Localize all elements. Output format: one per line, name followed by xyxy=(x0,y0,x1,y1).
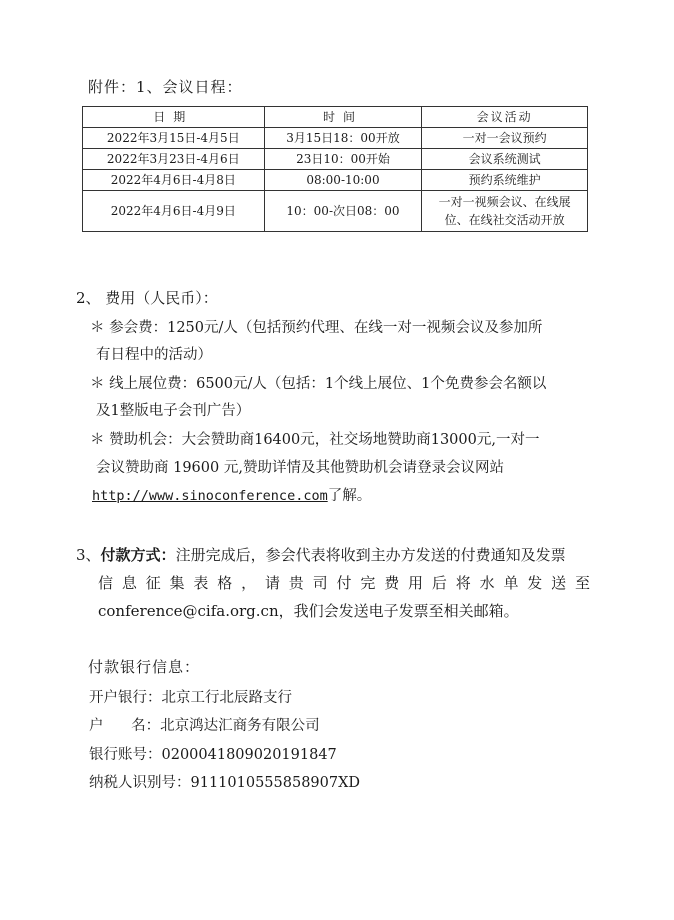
payment-line-2: 信息征集表格，请贵司付完费用后将水单发送至 xyxy=(98,574,590,592)
cell-activity xyxy=(422,191,588,232)
account-number: 银行账号：0200041809020191847 xyxy=(89,747,337,763)
payment-line-1: 注册完成后，参会代表将收到主办方发送的付费通知及发票 xyxy=(175,546,566,564)
bank-name: 开户银行：北京工行北辰路支行 xyxy=(89,690,292,706)
cell-time: 10：00-次日08：00 xyxy=(264,191,422,232)
cell-activity: 预约系统维护 xyxy=(422,170,588,191)
conference-website-link[interactable]: http://www.sinoconference.com xyxy=(92,488,328,504)
fee-item-sponsor: ＊ 赞助机会：大会赞助商16400元，社交场地赞助商13000元,一对一 xyxy=(90,432,540,448)
payment-line-3: conference@cifa.org.cn，我们会发送电子发票至相关邮箱。 xyxy=(98,602,519,620)
table-row xyxy=(83,191,588,232)
fee-item-sponsor-link-line xyxy=(92,484,371,505)
cell-date: 2022年4月6日-4月9日 xyxy=(83,191,265,232)
fees-heading: 2、 费用（人民币）： xyxy=(76,289,218,307)
link-suffix: 了解。 xyxy=(327,488,372,504)
account-name: 户 名：北京鸿达汇商务有限公司 xyxy=(89,718,320,734)
attachment-heading: 附件：1、会议日程： xyxy=(88,78,243,96)
table-row xyxy=(83,128,588,149)
payment-heading-label: 付款方式： xyxy=(100,546,176,564)
taxpayer-id: 纳税人识别号：9111010555858907XD xyxy=(89,775,361,791)
payment-heading-number: 3、 xyxy=(76,546,101,564)
payment-heading xyxy=(76,544,566,565)
cell-time: 3月15日18：00开放 xyxy=(264,128,422,149)
table-header-row xyxy=(83,107,588,128)
cell-activity-line: 一对一视频会议、在线展 xyxy=(438,195,571,209)
cell-activity: 一对一会议预约 xyxy=(422,128,588,149)
fee-item-attendance: ＊ 参会费：1250元/人（包括预约代理、在线一对一视频会议及参加所 xyxy=(90,320,543,336)
fee-item-booth: ＊ 线上展位费：6500元/人（包括：1个线上展位、1个免费参会名额以 xyxy=(90,376,547,392)
cell-time: 08:00-10:00 xyxy=(264,170,422,191)
fee-item-sponsor-cont: 会议赞助商 19600 元,赞助详情及其他赞助机会请登录会议网站 xyxy=(96,460,504,476)
table-row xyxy=(83,149,588,170)
cell-date: 2022年4月6日-4月8日 xyxy=(83,170,265,191)
cell-date: 2022年3月15日-4月5日 xyxy=(83,128,265,149)
header-time: 时间 xyxy=(264,107,422,128)
cell-activity-line: 位、在线社交活动开放 xyxy=(444,213,565,227)
fee-item-attendance-cont: 有日程中的活动） xyxy=(96,347,212,363)
cell-activity: 会议系统测试 xyxy=(422,149,588,170)
table-row xyxy=(83,170,588,191)
fee-item-booth-cont: 及1整版电子会刊广告） xyxy=(96,403,251,419)
schedule-table xyxy=(82,106,588,232)
header-activity: 会议活动 xyxy=(422,107,588,128)
header-date: 日期 xyxy=(83,107,265,128)
cell-date: 2022年3月23日-4月6日 xyxy=(83,149,265,170)
cell-time: 23日10：00开始 xyxy=(264,149,422,170)
bank-info-title: 付款银行信息： xyxy=(88,658,201,676)
